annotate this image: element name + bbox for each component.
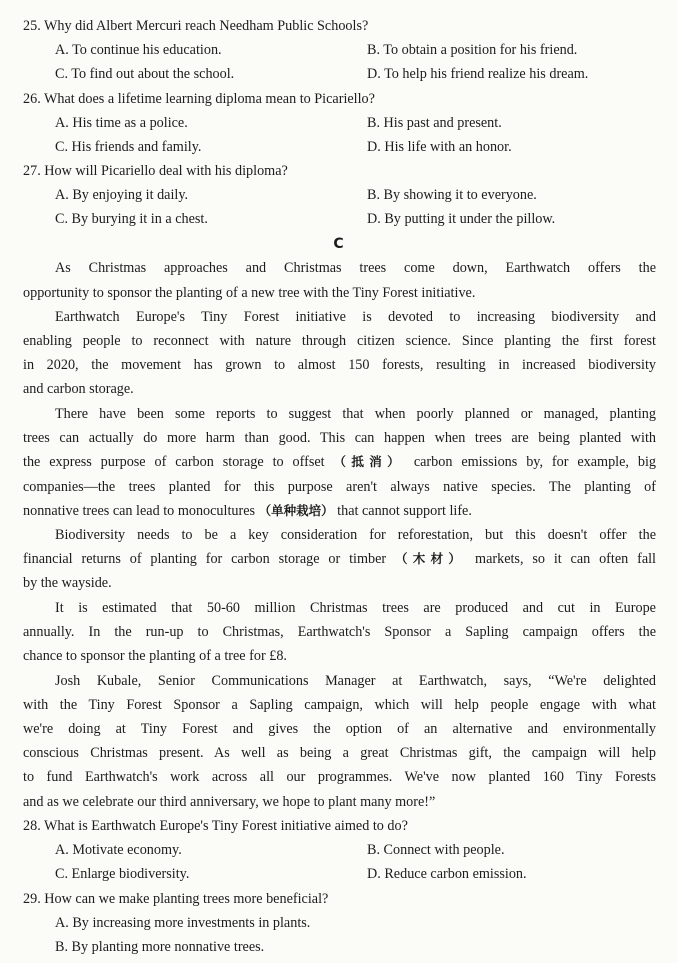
passage-text: financial returns of planting for carbon storage or timber <box>23 551 387 567</box>
option-26-a: A. His time as a police. <box>55 115 188 131</box>
passage-line: Biodiversity needs to be a key consideration for reforestation, but this doesn't offer the <box>55 527 656 543</box>
passage-text: the express purpose of carbon storage to offset <box>23 454 325 470</box>
passage-line: to fund Earthwatch's work across all our programmes. We've now planted 160 Tiny Forests <box>23 769 656 785</box>
passage-line: opportunity to sponsor the planting of a new tree with the Tiny Forest initiative. <box>23 285 476 301</box>
question-27: 27. How will Picariello deal with his diploma? <box>23 163 288 179</box>
chinese-gloss: （单种栽培） <box>258 503 334 518</box>
passage-line: with the Tiny Forest Sponsor a Sapling campaign, which will help people engage with what <box>23 697 656 713</box>
passage-text: that cannot support life. <box>337 503 472 519</box>
question-26: 26. What does a lifetime learning diploma mean to Picariello? <box>23 91 375 107</box>
passage-line: Earthwatch Europe's Tiny Forest initiative is devoted to increasing biodiversity and <box>55 309 656 325</box>
passage-text: markets, so it can often fall <box>475 551 656 567</box>
option-28-b: B. Connect with people. <box>367 842 505 858</box>
passage-line: trees can actually do more harm than good. This can happen when trees are being planted with <box>23 430 656 446</box>
question-29: 29. How can we make planting trees more beneficial? <box>23 891 329 907</box>
option-26-b: B. His past and present. <box>367 115 502 131</box>
option-27-b: B. By showing it to everyone. <box>367 187 537 203</box>
option-28-a: A. Motivate economy. <box>55 842 182 858</box>
option-27-a: A. By enjoying it daily. <box>55 187 189 203</box>
question-28: 28. What is Earthwatch Europe's Tiny Forest initiative aimed to do? <box>23 818 408 834</box>
passage-line: we're doing at Tiny Forest and gives the option of an alternative and environmentally <box>23 721 656 737</box>
option-28-c: C. Enlarge biodiversity. <box>55 866 190 882</box>
passage-line <box>23 501 656 521</box>
option-29-a: A. By increasing more investments in plants. <box>55 915 311 931</box>
option-25-b: B. To obtain a position for his friend. <box>367 42 578 58</box>
passage-line <box>23 452 656 472</box>
passage-line: conscious Christmas present. As well as being a great Christmas gift, the campaign will help <box>23 745 656 761</box>
option-26-c: C. His friends and family. <box>55 139 202 155</box>
passage-line: It is estimated that 50-60 million Christmas trees are produced and cut in Europe <box>55 600 656 616</box>
passage-line: annually. In the run-up to Christmas, Earthwatch's Sponsor a Sapling campaign offers the <box>23 624 656 640</box>
option-25-d: D. To help his friend realize his dream. <box>367 66 589 82</box>
passage-line: companies—the trees planted for this purpose aren't always native species. The planting of <box>23 479 656 495</box>
passage-line: As Christmas approaches and Christmas trees come down, Earthwatch offers the <box>55 260 656 276</box>
passage-line: chance to sponsor the planting of a tree for £8. <box>23 648 287 664</box>
passage-line: and as we celebrate our third anniversary, we hope to plant many more!” <box>23 794 436 810</box>
option-27-c: C. By burying it in a chest. <box>55 211 208 227</box>
passage-text: nonnative trees can lead to monocultures <box>23 503 256 519</box>
option-29-b: B. By planting more nonnative trees. <box>55 939 265 955</box>
passage-line: and carbon storage. <box>23 381 134 397</box>
option-28-d: D. Reduce carbon emission. <box>367 866 527 882</box>
passage-line: by the wayside. <box>23 575 112 591</box>
question-25: 25. Why did Albert Mercuri reach Needham Public Schools? <box>23 18 369 34</box>
passage-line: in 2020, the movement has grown to almost 150 forests, resulting in increased biodiversity <box>23 357 656 373</box>
chinese-gloss: （木材） <box>394 551 467 566</box>
option-27-d: D. By putting it under the pillow. <box>367 211 556 227</box>
passage-line: There have been some reports to suggest that when poorly planned or managed, planting <box>55 406 656 422</box>
option-26-d: D. His life with an honor. <box>367 139 512 155</box>
passage-line <box>23 549 656 569</box>
chinese-gloss: （抵消） <box>333 454 405 469</box>
section-label: C <box>333 236 344 252</box>
option-25-a: A. To continue his education. <box>55 42 222 58</box>
passage-line: enabling people to reconnect with nature through citizen science. Since planting the first forest <box>23 333 656 349</box>
option-25-c: C. To find out about the school. <box>55 66 235 82</box>
passage-text: carbon emissions by, for example, big <box>413 454 656 470</box>
passage-line: Josh Kubale, Senior Communications Manager at Earthwatch, says, “We're delighted <box>55 673 656 689</box>
